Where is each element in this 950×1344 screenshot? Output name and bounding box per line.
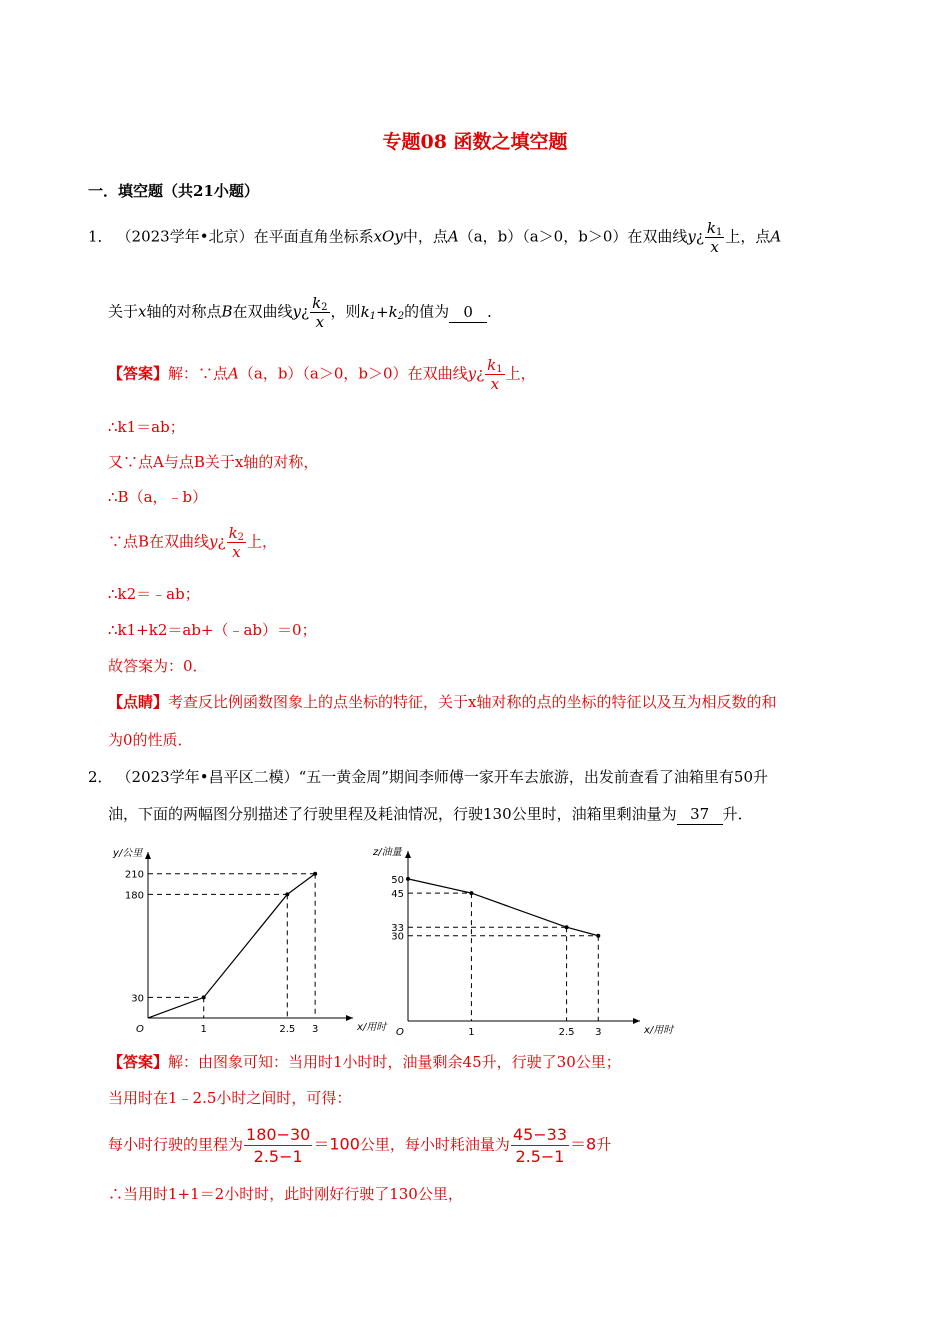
q1-solution-step6: ∴k1+k2＝ab+（﹣ab）＝0； (108, 621, 317, 639)
y-axis-arrow (145, 852, 151, 859)
sol-text: 公里，每小时耗油量为 (359, 1135, 510, 1154)
frac-result: ＝8 (570, 1134, 597, 1154)
q1-number: 1． (88, 227, 113, 246)
data-point (285, 892, 289, 896)
x-axis-label: x/用时 (357, 1022, 387, 1033)
dianjing-label: 【点睛】 (108, 693, 169, 711)
fraction-distance-rate (244, 1124, 312, 1167)
sol-text: 上， (505, 364, 536, 383)
chart-distance-vs-time (108, 835, 387, 1040)
frac-result: ＝100 (313, 1134, 360, 1154)
q2-solution-line3 (108, 1124, 611, 1167)
y-tick-label: 50 (391, 874, 404, 886)
x-tick-label: 2.5 (279, 1024, 296, 1035)
sub: 2 (237, 532, 245, 543)
data-point (469, 891, 473, 895)
q1-text: 的值为 (404, 302, 450, 321)
q1-text: 上，点 (725, 227, 771, 246)
y-axis-arrow (405, 851, 411, 858)
sol-text: 解：∵点 (168, 364, 229, 383)
var-x: x (710, 238, 719, 256)
q1-text: 在双曲线 (627, 227, 688, 246)
k1-plus-k2: $k_1+k_2$ (360, 302, 405, 322)
frac-den: 2.5−1 (515, 1147, 565, 1166)
q1-solution-step4 (108, 524, 277, 561)
data-point (202, 995, 206, 999)
q2-line1 (88, 767, 768, 787)
sol-text: 升 (596, 1135, 612, 1154)
frac-den: 2.5−1 (253, 1147, 303, 1166)
origin-label: O (136, 1024, 144, 1035)
q1-text: ，则 (330, 302, 361, 321)
q2-number: 2． (88, 768, 113, 786)
frac-num: 180−30 (246, 1125, 311, 1144)
y-axis-label: z/油量 (373, 847, 402, 858)
q2-solution-line4: ∴当用时1+1＝2小时时，此时刚好行驶了130公里， (108, 1185, 463, 1203)
eq-glyph: ¿ (301, 302, 310, 321)
frac-num: 45−33 (512, 1125, 568, 1144)
fraction-k2-over-x (227, 524, 246, 561)
var-y: y (292, 302, 302, 321)
var-y: y (467, 364, 477, 383)
series-line (148, 874, 315, 1018)
eq-glyph: ¿ (476, 364, 485, 383)
x-tick-label: 1 (468, 1027, 475, 1038)
var-x: x (138, 302, 147, 321)
q1-text: （a，b）（a＞0，b＞0） (458, 227, 628, 246)
var-xoy: xOy (373, 227, 403, 246)
page-title: 专题08 函数之填空题 (382, 131, 568, 153)
var-a: A (447, 227, 459, 246)
y-tick-label: 33 (391, 923, 404, 935)
sol-text: （a，b）（a＞0，b＞0） (238, 364, 408, 383)
data-point (596, 934, 600, 938)
section-heading: 一．填空题（共21小题） (88, 182, 259, 200)
dianjing-text: 考查反比例函数图象上的点坐标的特征，关于x轴对称的点的坐标的特征以及互为相反数的和 (168, 693, 777, 711)
fraction-k1-over-x (485, 356, 504, 393)
sub: 1 (496, 364, 503, 375)
fraction-k2-over-x (310, 294, 329, 331)
q1-text: 在平面直角坐标系 (253, 227, 374, 246)
y-tick-label: 210 (124, 869, 144, 881)
fraction-fuel-rate (511, 1124, 569, 1167)
q2-text: 油，下面的两幅图分别描述了行驶里程及耗油情况，行驶130公里时，油箱里剩油量为 (108, 805, 677, 823)
q1-solution-step1: ∴k1＝ab； (108, 418, 185, 436)
var-x: x (490, 375, 500, 393)
var-k: k (706, 219, 717, 237)
fraction-k1-over-x (705, 219, 724, 256)
var-b: B (221, 302, 233, 321)
q2-answer-blank: 37 (677, 804, 723, 825)
x-axis-arrow (633, 1018, 640, 1024)
sub: 2 (321, 302, 328, 313)
q1-text: 在双曲线 (232, 302, 293, 321)
q2-solution-line2: 当用时在1﹣2.5小时之间时，可得： (108, 1089, 352, 1107)
x-tick-label: 2.5 (558, 1027, 575, 1038)
var-k: k (487, 356, 497, 374)
q2-solution-line1 (108, 1052, 621, 1072)
eq-glyph: ¿ (695, 227, 704, 246)
y-tick-label: 30 (131, 993, 144, 1005)
data-point (406, 877, 410, 881)
data-point (313, 872, 317, 876)
q1-answer-blank: 0 (449, 302, 487, 323)
q1-text: 关于 (108, 302, 139, 321)
q1-source: （2023学年•北京） (116, 227, 254, 246)
x-tick-label: 3 (595, 1027, 602, 1038)
q1-text: 中，点 (402, 227, 448, 246)
q2-line2 (108, 804, 753, 825)
data-point (565, 925, 569, 929)
var-k: k (312, 294, 322, 312)
sol-text: 解：由图象可知：当用时1小时时，油量剩余45升，行驶了30公里； (168, 1053, 621, 1071)
q1-dianjing-line2: 为0的性质． (108, 731, 193, 749)
var-k: k (228, 524, 238, 542)
origin-label: O (396, 1027, 404, 1038)
q1-solution-step5: ∴k2＝﹣ab； (108, 585, 200, 603)
answer-label: 【答案】 (108, 364, 169, 383)
sub: 1 (716, 227, 723, 238)
q2-text: 升． (722, 805, 753, 823)
sol-text: 在双曲线 (407, 364, 468, 383)
y-tick-label: 45 (391, 889, 404, 901)
eq-glyph: ¿ (217, 532, 226, 551)
var-a: A (228, 364, 239, 383)
chart-fuel-vs-time (372, 832, 674, 1040)
var-a: A (770, 227, 782, 246)
y-tick-label: 30 (391, 931, 404, 943)
q1-solution-step2: 又∵点A与点B关于x轴的对称， (108, 453, 319, 471)
sol-text: 上， (247, 532, 278, 551)
q2-text: （2023学年•昌平区二模）“五一黄金周”期间李师傅一家开车去旅游，出发前查看了油箱里有50升 (116, 768, 768, 786)
q1-line2 (108, 294, 502, 331)
var-x: x (232, 543, 241, 561)
var-y: y (209, 532, 218, 551)
x-tick-label: 1 (200, 1024, 207, 1035)
x-tick-label: 3 (311, 1024, 319, 1035)
sol-text: ∵点B在双曲线 (108, 532, 210, 551)
q1-text: 轴的对称点 (146, 302, 222, 321)
q1-line1 (88, 219, 781, 256)
q1-solution-step7: 故答案为：0． (108, 657, 208, 675)
q1-solution-line1 (108, 356, 536, 393)
y-axis-label: y/公里 (113, 848, 143, 859)
q1-text: ． (487, 302, 503, 321)
y-tick-label: 180 (124, 890, 144, 902)
var-y: y (687, 227, 696, 246)
sol-text: 每小时行驶的里程为 (108, 1135, 244, 1154)
x-axis-label: x/用时 (644, 1025, 674, 1036)
var-x: x (315, 313, 325, 331)
x-axis-arrow (346, 1015, 353, 1021)
answer-label: 【答案】 (108, 1053, 169, 1071)
q1-solution-step3: ∴B（a，﹣b） (108, 488, 208, 506)
q1-dianjing-line1 (108, 692, 776, 712)
